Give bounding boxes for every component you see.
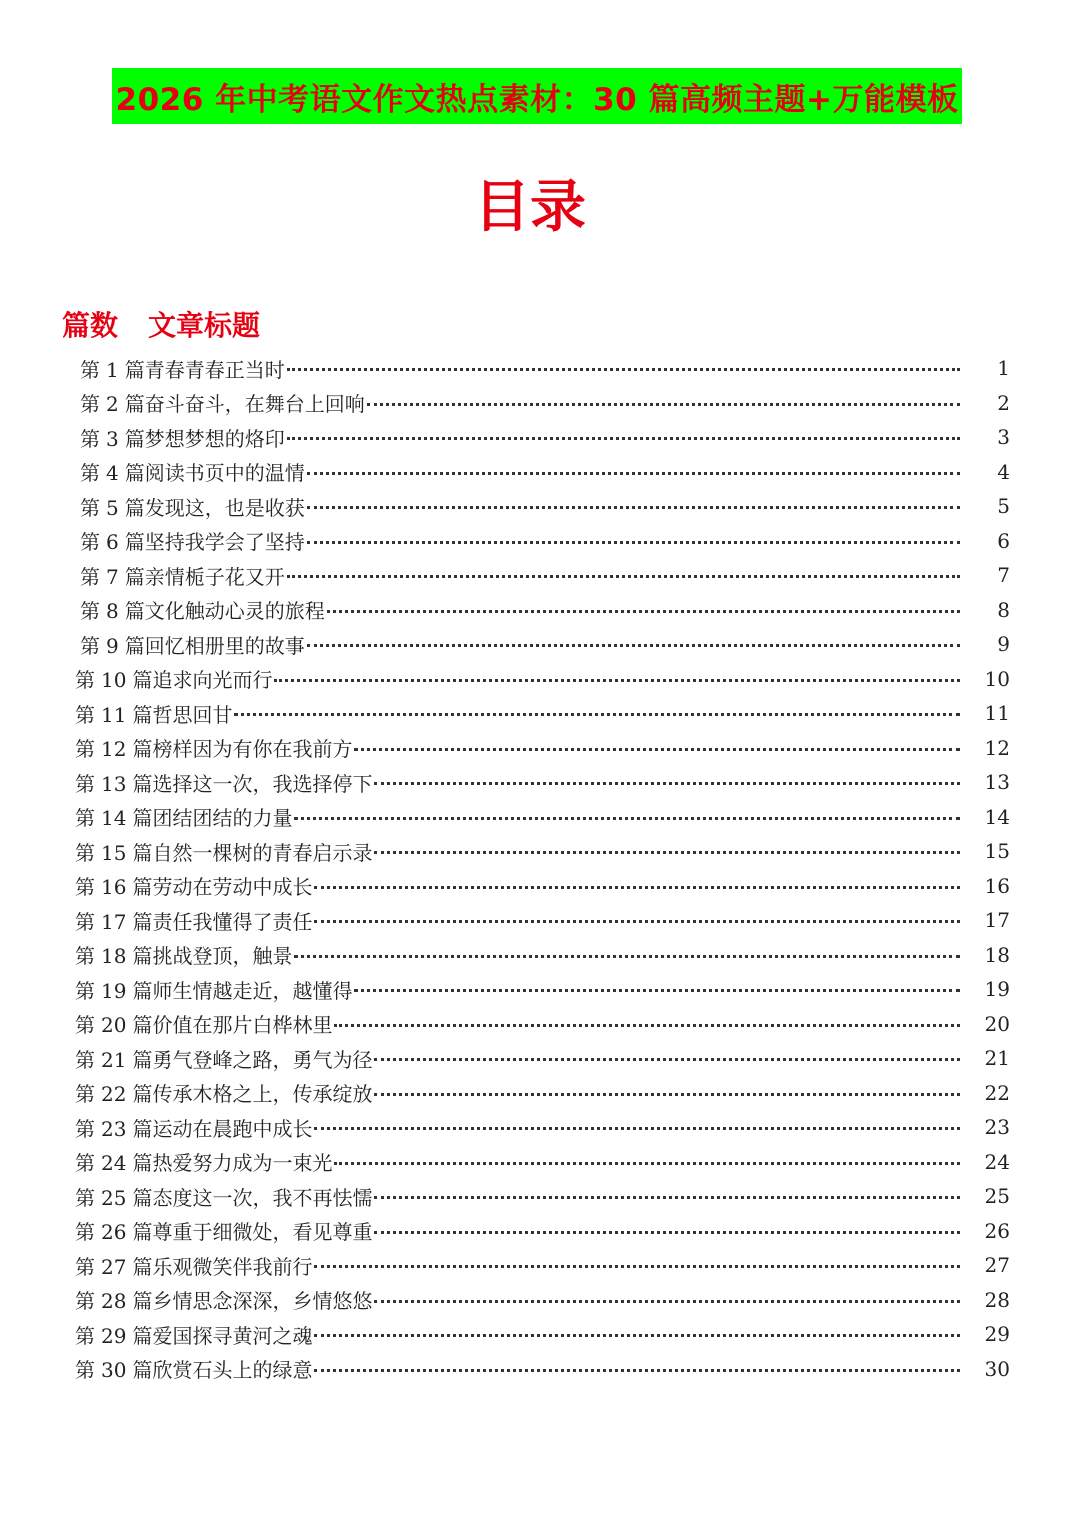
- toc-entry-number: 10: [101, 668, 127, 693]
- toc-entry[interactable]: [0, 455, 1080, 490]
- toc-entry-title: 乡情思念深深，乡情悠悠: [152, 1289, 373, 1314]
- toc-entry-title: 热爱努力成为一束光: [152, 1151, 333, 1176]
- toc-entry[interactable]: [0, 1076, 1080, 1111]
- toc-entry-suffix: 篇: [132, 875, 153, 900]
- toc-entry-number: 27: [101, 1254, 127, 1279]
- toc-entry[interactable]: [0, 351, 1080, 386]
- toc-entry[interactable]: [0, 627, 1080, 662]
- column-header-title: 文章标题: [148, 309, 261, 342]
- toc-entry-page-number: 23: [984, 1115, 1010, 1140]
- toc-entry-prefix: 第: [75, 1151, 95, 1176]
- toc-entry-number: 22: [101, 1082, 127, 1107]
- toc-entry-prefix: 第: [80, 461, 100, 486]
- toc-entry-number: 8: [106, 599, 119, 624]
- toc-entry-label: [75, 733, 352, 762]
- toc-entry-suffix: 篇: [132, 668, 153, 693]
- toc-entry-title: 欣赏石头上的绿意: [152, 1358, 313, 1383]
- toc-entry-label: [75, 1354, 312, 1383]
- toc-entry-suffix: 篇: [124, 633, 145, 658]
- toc-entry-title: 追求向光而行: [152, 668, 273, 693]
- toc-entry-page-number: 28: [984, 1287, 1010, 1312]
- toc-entry-label: [75, 1251, 312, 1280]
- toc-entry-title: 爱国探寻黄河之魂: [152, 1323, 313, 1348]
- toc-entry-prefix: 第: [75, 1323, 95, 1348]
- toc-entry-prefix: 第: [75, 1116, 95, 1141]
- document-title: 2026 年中考语文作文热点素材：30 篇高频主题+万能模板: [115, 81, 959, 118]
- toc-entry-label: [80, 457, 305, 486]
- toc-entry-prefix: 第: [80, 530, 100, 555]
- toc-entry-title: 勇气登峰之路，勇气为径: [152, 1047, 373, 1072]
- dot-leader: [234, 696, 960, 716]
- toc-entry-prefix: 第: [75, 875, 95, 900]
- toc-entry-title: 文化触动心灵的旅程: [144, 599, 325, 624]
- toc-entry-suffix: 篇: [132, 1254, 153, 1279]
- toc-entry-page-number: 20: [984, 1011, 1010, 1036]
- toc-entry-number: 17: [101, 909, 127, 934]
- toc-entry-suffix: 篇: [124, 564, 145, 589]
- toc-entry-page-number: 8: [997, 597, 1010, 622]
- toc-entry[interactable]: [0, 558, 1080, 593]
- toc-entry-label: [80, 492, 305, 521]
- toc-entry-number: 12: [101, 737, 127, 762]
- dot-leader: [334, 1145, 960, 1165]
- toc-entry-number: 16: [101, 875, 127, 900]
- toc-entry-number: 4: [106, 461, 119, 486]
- toc-entry-suffix: 篇: [132, 1116, 153, 1141]
- toc-entry-label: [75, 1113, 312, 1142]
- dot-leader: [374, 1041, 960, 1061]
- toc-entry[interactable]: [0, 834, 1080, 869]
- toc-entry-page-number: 17: [984, 908, 1010, 933]
- toc-entry-label: [75, 975, 352, 1004]
- toc-entry[interactable]: [0, 903, 1080, 938]
- toc-entry-title: 传承木格之上，传承绽放: [152, 1082, 373, 1107]
- toc-entry-prefix: 第: [75, 944, 95, 969]
- toc-entry-title: 选择这一次，我选择停下: [152, 771, 373, 796]
- toc-entry-suffix: 篇: [132, 1047, 153, 1072]
- dot-leader: [307, 489, 960, 509]
- toc-entry-label: [80, 388, 365, 417]
- toc-entry-number: 24: [101, 1151, 127, 1176]
- toc-entry-page-number: 30: [984, 1356, 1010, 1381]
- toc-entry-suffix: 篇: [124, 426, 145, 451]
- toc-entry-title: 梦想梦想的烙印: [144, 426, 285, 451]
- toc-entry-suffix: 篇: [124, 530, 145, 555]
- toc-entry-label: [75, 699, 232, 728]
- toc-entry[interactable]: [0, 1041, 1080, 1076]
- toc-entry[interactable]: [0, 731, 1080, 766]
- toc-entry-page-number: 19: [984, 977, 1010, 1002]
- toc-entry-title: 乐观微笑伴我前行: [152, 1254, 313, 1279]
- dot-leader: [307, 627, 960, 647]
- toc-entry-page-number: 26: [984, 1218, 1010, 1243]
- toc-entry-title: 团结团结的力量: [152, 806, 293, 831]
- toc-entry-label: [75, 664, 272, 693]
- toc-entry-label: [75, 1078, 372, 1107]
- toc-entry-number: 5: [106, 495, 119, 520]
- toc-entry-page-number: 1: [997, 356, 1010, 381]
- toc-entry-number: 25: [101, 1185, 127, 1210]
- toc-entry-title: 发现这，也是收获: [144, 495, 305, 520]
- toc-entry-suffix: 篇: [132, 702, 153, 727]
- toc-entry-suffix: 篇: [132, 771, 153, 796]
- toc-entry[interactable]: [0, 869, 1080, 904]
- toc-entry-label: [75, 940, 292, 969]
- dot-leader: [287, 558, 960, 578]
- dot-leader: [327, 593, 960, 613]
- toc-entry-prefix: 第: [75, 978, 95, 1003]
- toc-entry-page-number: 14: [984, 804, 1010, 829]
- dot-leader: [367, 386, 960, 406]
- dot-leader: [314, 1110, 960, 1130]
- dot-leader: [354, 972, 960, 992]
- dot-leader: [374, 1179, 960, 1199]
- toc-entry[interactable]: [0, 1179, 1080, 1214]
- toc-entry[interactable]: [0, 1214, 1080, 1249]
- toc-entry-label: [75, 1285, 372, 1314]
- toc-entry-page-number: 4: [997, 459, 1010, 484]
- toc-entry[interactable]: [0, 1007, 1080, 1042]
- toc-entry[interactable]: [0, 972, 1080, 1007]
- toc-entry[interactable]: [0, 1110, 1080, 1145]
- dot-leader: [314, 869, 960, 889]
- toc-entry-suffix: 篇: [132, 1220, 153, 1245]
- toc-entry-page-number: 25: [984, 1184, 1010, 1209]
- dot-leader: [307, 524, 960, 544]
- toc-entry-prefix: 第: [75, 909, 95, 934]
- toc-entry-prefix: 第: [75, 1254, 95, 1279]
- toc-entry-page-number: 3: [997, 425, 1010, 450]
- toc-entry-page-number: 21: [984, 1046, 1010, 1071]
- toc-list: [0, 351, 1080, 1386]
- toc-entry-title: 运动在晨跑中成长: [152, 1116, 313, 1141]
- toc-entry-number: 9: [106, 633, 119, 658]
- toc-entry-label: [80, 561, 285, 590]
- dot-leader: [374, 1076, 960, 1096]
- toc-heading: 目录: [474, 175, 586, 240]
- toc-entry-page-number: 27: [984, 1253, 1010, 1278]
- toc-entry-page-number: 29: [984, 1322, 1010, 1347]
- toc-entry-page-number: 22: [984, 1080, 1010, 1105]
- toc-entry-label: [75, 802, 292, 831]
- toc-entry[interactable]: [0, 938, 1080, 973]
- toc-entry-number: 6: [106, 530, 119, 555]
- toc-entry-title: 阅读书页中的温情: [144, 461, 305, 486]
- toc-entry-title: 尊重于细微处，看见尊重: [152, 1220, 373, 1245]
- toc-entry-number: 30: [101, 1358, 127, 1383]
- toc-entry[interactable]: [0, 1145, 1080, 1180]
- toc-entry-label: [75, 1147, 332, 1176]
- dot-leader: [314, 1248, 960, 1268]
- toc-entry-prefix: 第: [75, 771, 95, 796]
- toc-entry-page-number: 7: [997, 563, 1010, 588]
- toc-entry-number: 28: [101, 1289, 127, 1314]
- toc-entry-prefix: 第: [75, 840, 95, 865]
- toc-entry-title: 价值在那片白桦林里: [152, 1013, 333, 1038]
- toc-entry-prefix: 第: [80, 564, 100, 589]
- toc-entry-number: 13: [101, 771, 127, 796]
- toc-entry-title: 哲思回甘: [152, 702, 233, 727]
- toc-entry-title: 榜样因为有你在我前方: [152, 737, 353, 762]
- toc-entry-page-number: 9: [997, 632, 1010, 657]
- toc-entry-title: 奋斗奋斗，在舞台上回响: [144, 392, 365, 417]
- toc-entry-number: 26: [101, 1220, 127, 1245]
- toc-entry-prefix: 第: [75, 1220, 95, 1245]
- toc-entry[interactable]: [0, 1352, 1080, 1387]
- toc-entry-page-number: 18: [984, 942, 1010, 967]
- toc-entry-prefix: 第: [75, 702, 95, 727]
- toc-entry-number: 15: [101, 840, 127, 865]
- dot-leader: [314, 1317, 960, 1337]
- toc-entry-page-number: 12: [984, 735, 1010, 760]
- toc-entry-number: 7: [106, 564, 119, 589]
- toc-entry[interactable]: [0, 386, 1080, 421]
- toc-entry-label: [75, 871, 312, 900]
- toc-entry[interactable]: [0, 662, 1080, 697]
- toc-entry-title: 挑战登顶，触景: [152, 944, 293, 969]
- dot-leader: [334, 1007, 960, 1027]
- toc-entry[interactable]: [0, 1248, 1080, 1283]
- toc-entry-suffix: 篇: [132, 737, 153, 762]
- toc-entry-suffix: 篇: [132, 1358, 153, 1383]
- dot-leader: [287, 351, 960, 371]
- toc-entry-number: 11: [101, 702, 127, 727]
- dot-leader: [294, 800, 960, 820]
- toc-entry-suffix: 篇: [132, 806, 153, 831]
- toc-entry-label: [80, 423, 285, 452]
- dot-leader: [314, 903, 960, 923]
- column-header-count: 篇数: [62, 309, 119, 342]
- toc-entry-number: 23: [101, 1116, 127, 1141]
- toc-entry-number: 19: [101, 978, 127, 1003]
- toc-entry-number: 21: [101, 1047, 127, 1072]
- toc-entry-label: [80, 630, 305, 659]
- toc-entry-page-number: 6: [997, 528, 1010, 553]
- toc-entry-label: [75, 1320, 312, 1349]
- toc-entry-page-number: 11: [984, 701, 1010, 726]
- toc-entry-page-number: 5: [997, 494, 1010, 519]
- toc-entry-suffix: 篇: [132, 1013, 153, 1038]
- toc-entry-number: 20: [101, 1013, 127, 1038]
- toc-entry-prefix: 第: [80, 357, 100, 382]
- toc-entry-prefix: 第: [75, 1358, 95, 1383]
- toc-entry-title: 坚持我学会了坚持: [144, 530, 305, 555]
- dot-leader: [307, 455, 960, 475]
- toc-entry[interactable]: [0, 420, 1080, 455]
- toc-entry-title: 劳动在劳动中成长: [152, 875, 313, 900]
- toc-entry-suffix: 篇: [132, 840, 153, 865]
- toc-entry-prefix: 第: [75, 1082, 95, 1107]
- toc-entry[interactable]: [0, 765, 1080, 800]
- toc-entry-page-number: 2: [997, 390, 1010, 415]
- toc-entry-suffix: 篇: [132, 1151, 153, 1176]
- toc-entry-prefix: 第: [75, 806, 95, 831]
- toc-entry-prefix: 第: [75, 737, 95, 762]
- dot-leader: [374, 834, 960, 854]
- toc-entry[interactable]: [0, 800, 1080, 835]
- toc-entry-title: 自然一棵树的青春启示录: [152, 840, 373, 865]
- toc-entry-label: [75, 1044, 372, 1073]
- toc-entry-prefix: 第: [75, 668, 95, 693]
- toc-entry-label: [75, 837, 372, 866]
- dot-leader: [374, 1214, 960, 1234]
- toc-entry-suffix: 篇: [132, 1323, 153, 1348]
- toc-entry-prefix: 第: [80, 599, 100, 624]
- toc-entry[interactable]: [0, 593, 1080, 628]
- toc-entry-label: [75, 768, 372, 797]
- toc-entry-suffix: 篇: [132, 1082, 153, 1107]
- toc-entry-number: 3: [106, 426, 119, 451]
- title-banner: [112, 68, 962, 124]
- toc-entry-page-number: 16: [984, 873, 1010, 898]
- toc-entry-number: 14: [101, 806, 127, 831]
- toc-entry[interactable]: [0, 524, 1080, 559]
- toc-entry-suffix: 篇: [132, 978, 153, 1003]
- toc-entry-page-number: 15: [984, 839, 1010, 864]
- toc-entry-label: [80, 595, 325, 624]
- toc-entry-prefix: 第: [75, 1185, 95, 1210]
- toc-entry-page-number: 10: [984, 666, 1010, 691]
- toc-entry-title: 回忆相册里的故事: [144, 633, 305, 658]
- toc-entry-suffix: 篇: [124, 357, 145, 382]
- toc-entry[interactable]: [0, 489, 1080, 524]
- toc-entry-prefix: 第: [80, 392, 100, 417]
- toc-entry-title: 师生情越走近，越懂得: [152, 978, 353, 1003]
- dot-leader: [374, 765, 960, 785]
- toc-entry-suffix: 篇: [124, 599, 145, 624]
- toc-entry-suffix: 篇: [124, 461, 145, 486]
- dot-leader: [274, 662, 960, 682]
- toc-entry[interactable]: [0, 1283, 1080, 1318]
- toc-entry-number: 18: [101, 944, 127, 969]
- toc-entry-title: 责任我懂得了责任: [152, 909, 313, 934]
- toc-column-headers: [62, 306, 260, 346]
- dot-leader: [374, 1283, 960, 1303]
- toc-entry-label: [75, 1009, 332, 1038]
- toc-entry-suffix: 篇: [132, 1185, 153, 1210]
- dot-leader: [314, 1352, 960, 1372]
- toc-entry-suffix: 篇: [132, 909, 153, 934]
- toc-entry-suffix: 篇: [132, 1289, 153, 1314]
- toc-entry-suffix: 篇: [124, 392, 145, 417]
- toc-entry-prefix: 第: [75, 1289, 95, 1314]
- toc-entry-suffix: 篇: [132, 944, 153, 969]
- toc-entry-page-number: 24: [984, 1149, 1010, 1174]
- toc-entry[interactable]: [0, 1317, 1080, 1352]
- toc-entry-suffix: 篇: [124, 495, 145, 520]
- toc-entry-label: [75, 906, 312, 935]
- toc-entry-title: 青春青春正当时: [144, 357, 285, 382]
- toc-entry-label: [75, 1216, 372, 1245]
- dot-leader: [294, 938, 960, 958]
- toc-entry-number: 2: [106, 392, 119, 417]
- dot-leader: [354, 731, 960, 751]
- toc-entry[interactable]: [0, 696, 1080, 731]
- toc-entry-prefix: 第: [80, 426, 100, 451]
- toc-entry-label: [80, 354, 285, 383]
- dot-leader: [287, 420, 960, 440]
- toc-entry-number: 1: [106, 357, 119, 382]
- toc-entry-label: [75, 1182, 372, 1211]
- toc-entry-prefix: 第: [75, 1047, 95, 1072]
- toc-entry-prefix: 第: [75, 1013, 95, 1038]
- toc-entry-page-number: 13: [984, 770, 1010, 795]
- toc-entry-prefix: 第: [80, 495, 100, 520]
- toc-entry-title: 亲情栀子花又开: [144, 564, 285, 589]
- toc-entry-label: [80, 526, 305, 555]
- toc-entry-title: 态度这一次，我不再怯懦: [152, 1185, 373, 1210]
- toc-entry-prefix: 第: [80, 633, 100, 658]
- toc-entry-number: 29: [101, 1323, 127, 1348]
